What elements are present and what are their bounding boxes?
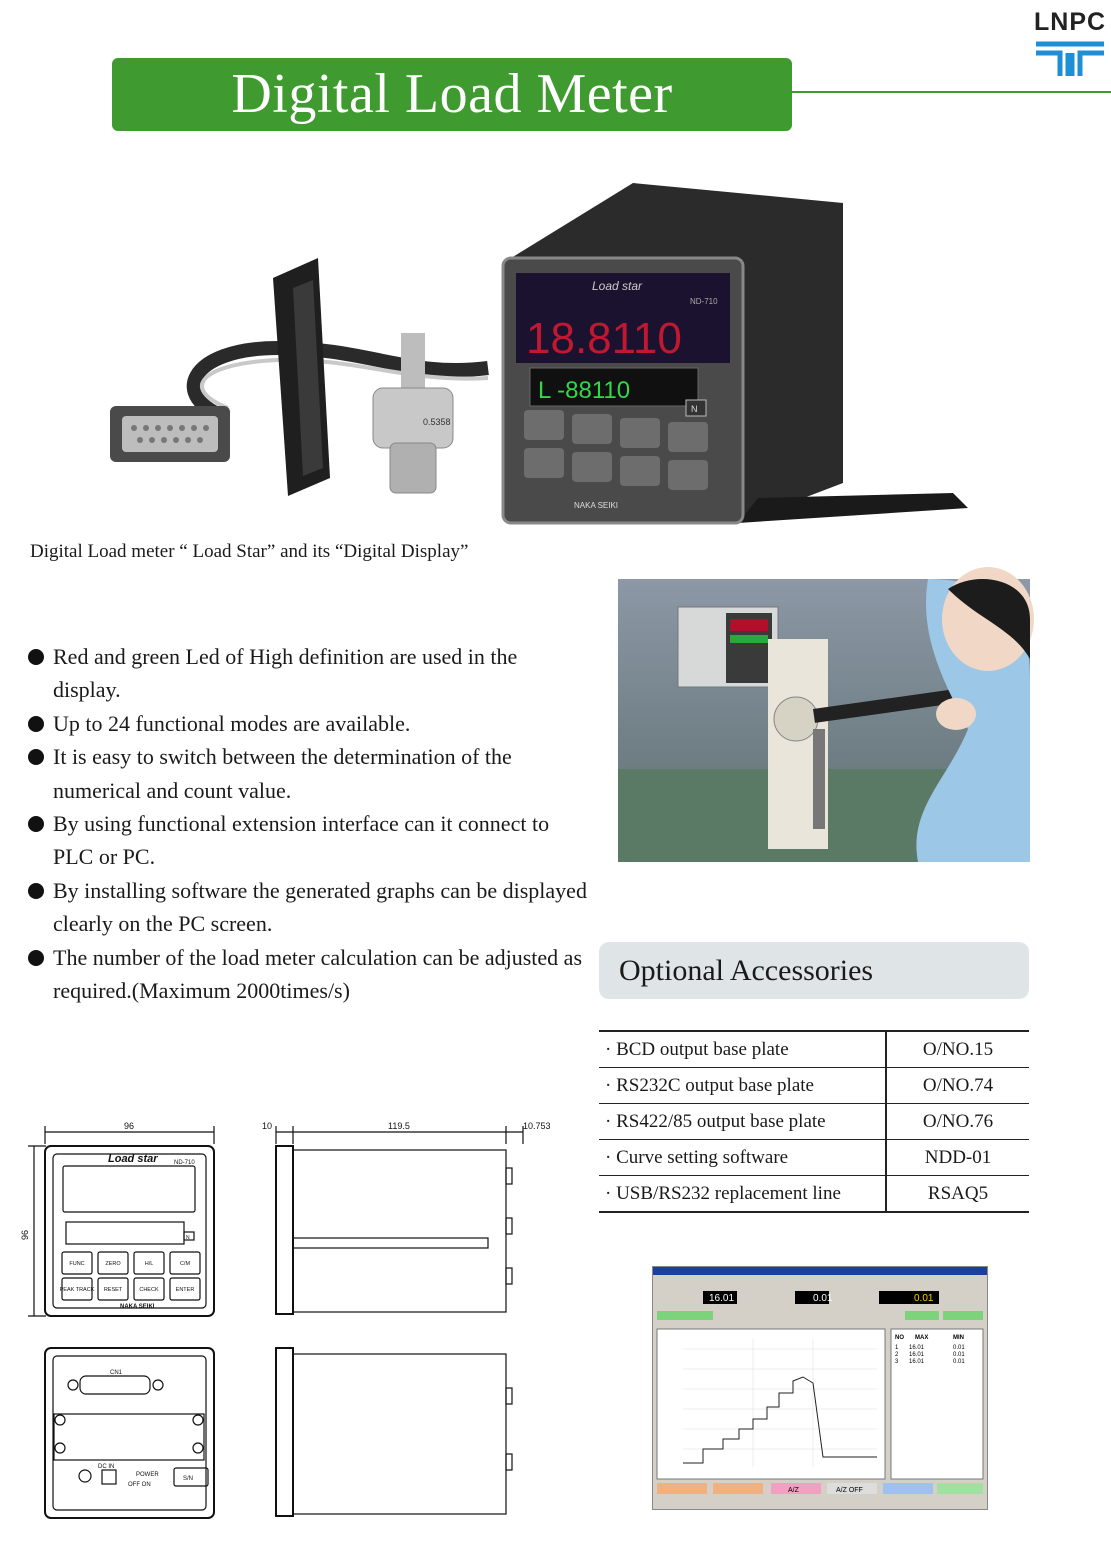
accessories-heading: Optional Accessories: [619, 954, 874, 987]
drawing-button-label: C/M: [179, 1261, 191, 1267]
drawing-button-label: ENTER: [175, 1287, 195, 1293]
table-cell: 16.01: [909, 1352, 925, 1358]
feature-list: [28, 640, 588, 1007]
drawing-dc-in: DC IN: [98, 1464, 115, 1470]
unit-maker: NAKA SEIKI: [574, 501, 619, 510]
accessory-code: O/NO.76: [886, 1104, 1029, 1140]
unit-brand: Load star: [592, 279, 643, 293]
min-value: 0.01: [813, 1293, 833, 1304]
table-cell: 16.01: [909, 1359, 925, 1365]
load-meter-unit: [503, 183, 968, 523]
drawing-button-label: PEAK TRACK: [59, 1287, 95, 1293]
dim-side-back: 10.753: [523, 1121, 551, 1131]
unit-model: ND-710: [690, 297, 718, 306]
drawing-button-label: H/L: [144, 1261, 154, 1267]
drawing-power: POWER: [136, 1472, 159, 1478]
logo-text: LNPC: [1034, 8, 1107, 36]
title-banner: [112, 58, 792, 131]
accessory-code: O/NO.74: [886, 1068, 1029, 1104]
accessory-code: RSAQ5: [886, 1176, 1029, 1213]
feature-item: By installing software the generated graphs can be displayed clearly on the PC screen.: [28, 874, 588, 941]
accessories-table: [599, 1030, 1029, 1213]
table-cell: 2: [895, 1352, 899, 1358]
dim-side-front: 10: [262, 1121, 273, 1131]
drawing-button-label: FUNC: [69, 1261, 85, 1267]
drawing-brand: Load star: [108, 1153, 158, 1165]
table-header-min: MIN: [953, 1335, 964, 1341]
drawing-model: ND-710: [174, 1160, 195, 1166]
feature-item: The number of the load meter calculation can be adjusted as required.(Maximum 2000times/s): [28, 941, 588, 1008]
accessory-name: · USB/RS232 replacement line: [599, 1176, 886, 1213]
unit-key: N: [691, 404, 698, 414]
drawing-button-label: RESET: [103, 1287, 123, 1293]
accessory-code: O/NO.15: [886, 1031, 1029, 1068]
table-cell: 3: [895, 1359, 899, 1365]
photo-caption: Digital Load meter “ Load Star” and its “Digital Display”: [30, 541, 469, 562]
feature-item: Up to 24 functional modes are available.: [28, 707, 588, 740]
table-cell: 1: [895, 1345, 899, 1351]
bullet-icon: [28, 649, 44, 665]
logo-mark-icon: [1030, 8, 1110, 78]
az-off-button-label: A/Z OFF: [836, 1487, 863, 1494]
technical-drawings: [18, 1118, 551, 1528]
drawing-button-label: ZERO: [105, 1261, 121, 1267]
drawing-button-label: CHECK: [139, 1287, 159, 1293]
software-screenshot: [652, 1266, 988, 1510]
feature-item: By using functional extension interface can it connect to PLC or PC.: [28, 807, 588, 874]
green-led-display: L -88110: [538, 377, 631, 404]
current-value: 0.01: [914, 1293, 934, 1304]
dim-front-width: 96: [124, 1121, 135, 1131]
sensor-label: 0.5358: [423, 417, 451, 427]
feature-item: Red and green Led of High definition are used in the display.: [28, 640, 588, 707]
table-row: [599, 1104, 1029, 1140]
accessories-header: [599, 942, 1029, 999]
red-led-display: 18.8110: [526, 314, 682, 363]
bullet-icon: [28, 950, 44, 966]
az-button-label: A/Z: [788, 1487, 799, 1494]
accessory-code: NDD-01: [886, 1140, 1029, 1176]
feature-item: It is easy to switch between the determination of the numerical and count value.: [28, 740, 588, 807]
accessory-name: · Curve setting software: [599, 1140, 886, 1176]
table-row: [599, 1140, 1029, 1176]
lnpc-logo: [1030, 8, 1110, 78]
drawing-sn: S/N: [183, 1476, 194, 1482]
bullet-icon: [28, 716, 44, 732]
drawing-unit-key: N: [186, 1235, 190, 1241]
accessory-name: · RS232C output base plate: [599, 1068, 886, 1104]
table-cell: 16.01: [909, 1345, 925, 1351]
table-header-max: MAX: [915, 1335, 929, 1341]
table-row: [599, 1176, 1029, 1213]
bullet-icon: [28, 749, 44, 765]
table-header-no: NO: [895, 1335, 904, 1341]
table-cell: 0.01: [953, 1359, 965, 1365]
max-value: 16.01: [709, 1293, 735, 1304]
bullet-icon: [28, 816, 44, 832]
drawing-connector: CN1: [110, 1370, 123, 1376]
drawing-off-on: OFF ON: [128, 1482, 151, 1488]
mount-bracket: [273, 258, 330, 496]
table-cell: 0.01: [953, 1345, 965, 1351]
db15-connector: [110, 406, 230, 462]
dim-front-height: 96: [20, 1229, 30, 1240]
accessory-name: · RS422/85 output base plate: [599, 1104, 886, 1140]
accessory-name: · BCD output base plate: [599, 1031, 886, 1068]
drawing-maker: NAKA SEIKI: [120, 1304, 155, 1310]
table-row: [599, 1031, 1029, 1068]
usage-photo: [618, 579, 1030, 862]
table-cell: 0.01: [953, 1352, 965, 1358]
product-photo: [108, 178, 968, 528]
page-title: Digital Load Meter: [231, 63, 673, 125]
table-row: [599, 1068, 1029, 1104]
dim-side-body: 119.5: [388, 1121, 410, 1131]
bullet-icon: [28, 883, 44, 899]
title-rule: [792, 91, 1111, 93]
